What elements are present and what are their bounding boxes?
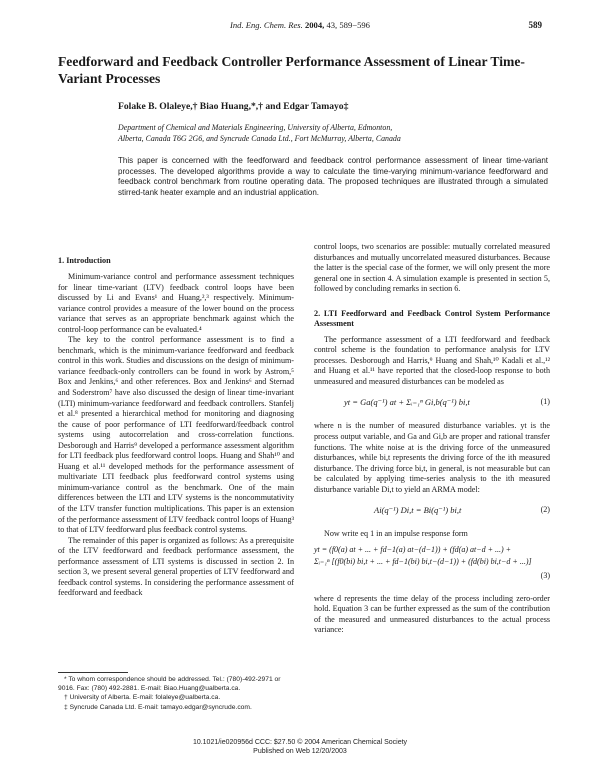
journal-year: 2004, [304, 20, 325, 30]
equation-3 [314, 544, 550, 590]
equation-1-number: (1) [540, 397, 550, 407]
equation-1 [314, 391, 550, 417]
affiliation-line-2: Alberta, Canada T6G 2G6, and Syncrude Canada Ltd., Fort McMurray, Alberta, Canada [118, 134, 401, 143]
section-1-heading: 1. Introduction [58, 256, 111, 265]
left-column [58, 242, 294, 599]
section-2-paragraph-4: where d represents the time delay of the process including zero-order hold. Equation 3 can be further expressed as the sum of the contribution of the measured and unmeasured disturbances to the actual process variance: [314, 593, 550, 635]
paper-title: Feedforward and Feedback Controller Performance Assessment of Linear Time-Variant Processes [58, 54, 525, 86]
affiliations [118, 122, 518, 144]
equation-1-body: yt = Ga(q⁻¹) at + Σᵢ₌₁ⁿ Gi,b(q⁻¹) bi,t [344, 397, 470, 408]
equation-2-number: (2) [540, 505, 550, 515]
section-2-paragraph-3: Now write eq 1 in an impulse response form [324, 529, 468, 539]
footnote-syncrude: ‡ Syncrude Canada Ltd. E-mail: tamayo.edgar@syncrude.com. [64, 703, 252, 711]
affiliation-line-1: Department of Chemical and Materials Engineering, University of Alberta, Edmonton, [118, 123, 393, 132]
footer-doi: 10.1021/ie020956d CCC: $27.50 © 2004 American Chemical Society [192, 739, 408, 746]
intro-paragraph-3-continued: control loops, two scenarios are possible: mutually correlated measured disturbances and mutually uncorrelated measured disturbances. Because the latter is the special case of the former, we will only present the more general one in section 4. A simulation example is presented in section 5, followed by concluding remarks in section 6. [314, 242, 550, 294]
intro-paragraph-2: The key to the control performance assessment is to find a benchmark, which is the minimum-variance feedforward and feedback control in this work. Studies and discussions on the design of minimum-variance feedback-only controllers can be found in work by Astrom,⁵ Box and Jenkins,⁶ and other references. Box and Jenkins⁶ and Sternad and Soderstrom⁷ have also discussed the design of linear time-invariant (LTI) minimum-variance feedforward and feedback controllers. Stanfelj et al.⁸ presented a hierarchical method for monitoring and diagnosing the cause of poor performance of LTI feedforward/feedback control systems using autocorrelation and cross-correlation functions. Desborough and Harris⁹ developed a performance assessment algorithm for LTI feedback plus feedforward control loops. Huang and Shah¹⁰ and Huang et al.¹¹ developed methods for the performance assessment of multivariate LTI feedback plus feedforward control systems using minimum-variance control as the benchmark. One of the main differences between the LTI and LTV systems is the noncommutativity of the LTV transfer function multiplications. This paper is an extension of the performance assessment of LTV feedback control loops of Huang³ to that of LTV feedforward plus feedback control systems. [58, 335, 294, 535]
footer-published: Published on Web 12/20/2003 [253, 748, 347, 755]
intro-paragraph-3: The remainder of this paper is organized as follows: As a prerequisite of the LTV feedforward and feedback performance assessment, the performance assessment of LTI systems is discussed in section 2. In section 3, we present several general properties of LTV feedforward and feedback control systems. In considering the performance assessment of feedforward and feedback [58, 535, 294, 598]
running-header [58, 20, 542, 34]
footnote-rule [58, 672, 128, 673]
abstract: This paper is concerned with the feedforward and feedback control performance assessment of linear time-variant processes. The developed algorithms provide a way to calculate the time-varying minimum-variance feedforward and feedback control benchmark from routine operating data. The proposed techniques are illustrated through a simulated stirred-tank heater example and an industrial application. [118, 156, 548, 197]
section-2-heading: 2. LTI Feedforward and Feedback Control System Performance Assessment [314, 308, 550, 328]
page-number: 589 [528, 20, 542, 30]
page-footer [0, 738, 600, 756]
footnote-university: † University of Alberta. E-mail: folaleye@ualberta.ca. [64, 694, 221, 702]
right-column [314, 242, 550, 636]
journal-name: Ind. Eng. Chem. Res. [230, 20, 303, 30]
intro-paragraph-1: Minimum-variance control and performance assessment techniques for linear time-variant (LTV) feedback control loops have been discussed by Li and Evans¹ and Huang,²,³ respectively. Minimum-variance control provides a measure of the lower bound on the process variance that serves as an appropriate benchmark against which the control-loop performance can be evaluated.⁴ [58, 272, 294, 334]
equation-2-body: Ai(q⁻¹) Di,t = Bi(q⁻¹) bi,t [374, 505, 462, 516]
equation-3-number: (3) [540, 570, 550, 580]
footnote-correspondence: * To whom correspondence should be addressed. Tel.: (780)-492-2971 or 9016. Fax: (780) 492-2881. E-mail: Biao.Huang@ualberta.ca. [58, 676, 281, 693]
journal-volume-pages: 43, 589−596 [326, 20, 370, 30]
section-2-paragraph-1: The performance assessment of a LTI feedforward and feedback control scheme is the foundation to performance analysis for LTV processes. Desborough and Harris,⁹ Huang and Shah,¹⁰ Kadali et al.,¹² and Huang et al.¹¹ have reported that the closed-loop response to both unmeasured and measured disturbances can be modeled as [314, 334, 550, 386]
section-2-paragraph-2: where n is the number of measured disturbance variables. yt is the process output variable, and Ga and Gi,b are proper and rational transfer functions. The white noise at is the driving force of the unmeasured disturbances, while bi,t represents the driving force of the ith measured disturbance. The driving force bi,t, in general, is not measurable but can be calculated by applying time-series analysis to the ith measured disturbance variable Di,t to yield an ARMA model: [314, 421, 550, 494]
authors: Folake B. Olaleye,† Biao Huang,*,† and Edgar Tamayo‡ [118, 101, 349, 112]
equation-2 [314, 499, 550, 525]
footnotes [58, 675, 294, 712]
journal-citation [58, 20, 542, 30]
equation-3-line-2: Σᵢ₌₁ⁿ [(f0(bi) bi,t + ... + fd−1(bi) bi,t−(d−1)) + (fd(bi) bi,t−d + ...)] [314, 556, 532, 566]
equation-3-line-1: yt = (f0(a) at + ... + fd−1(a) at−(d−1)) + (fd(a) at−d + ...) + [314, 544, 512, 554]
